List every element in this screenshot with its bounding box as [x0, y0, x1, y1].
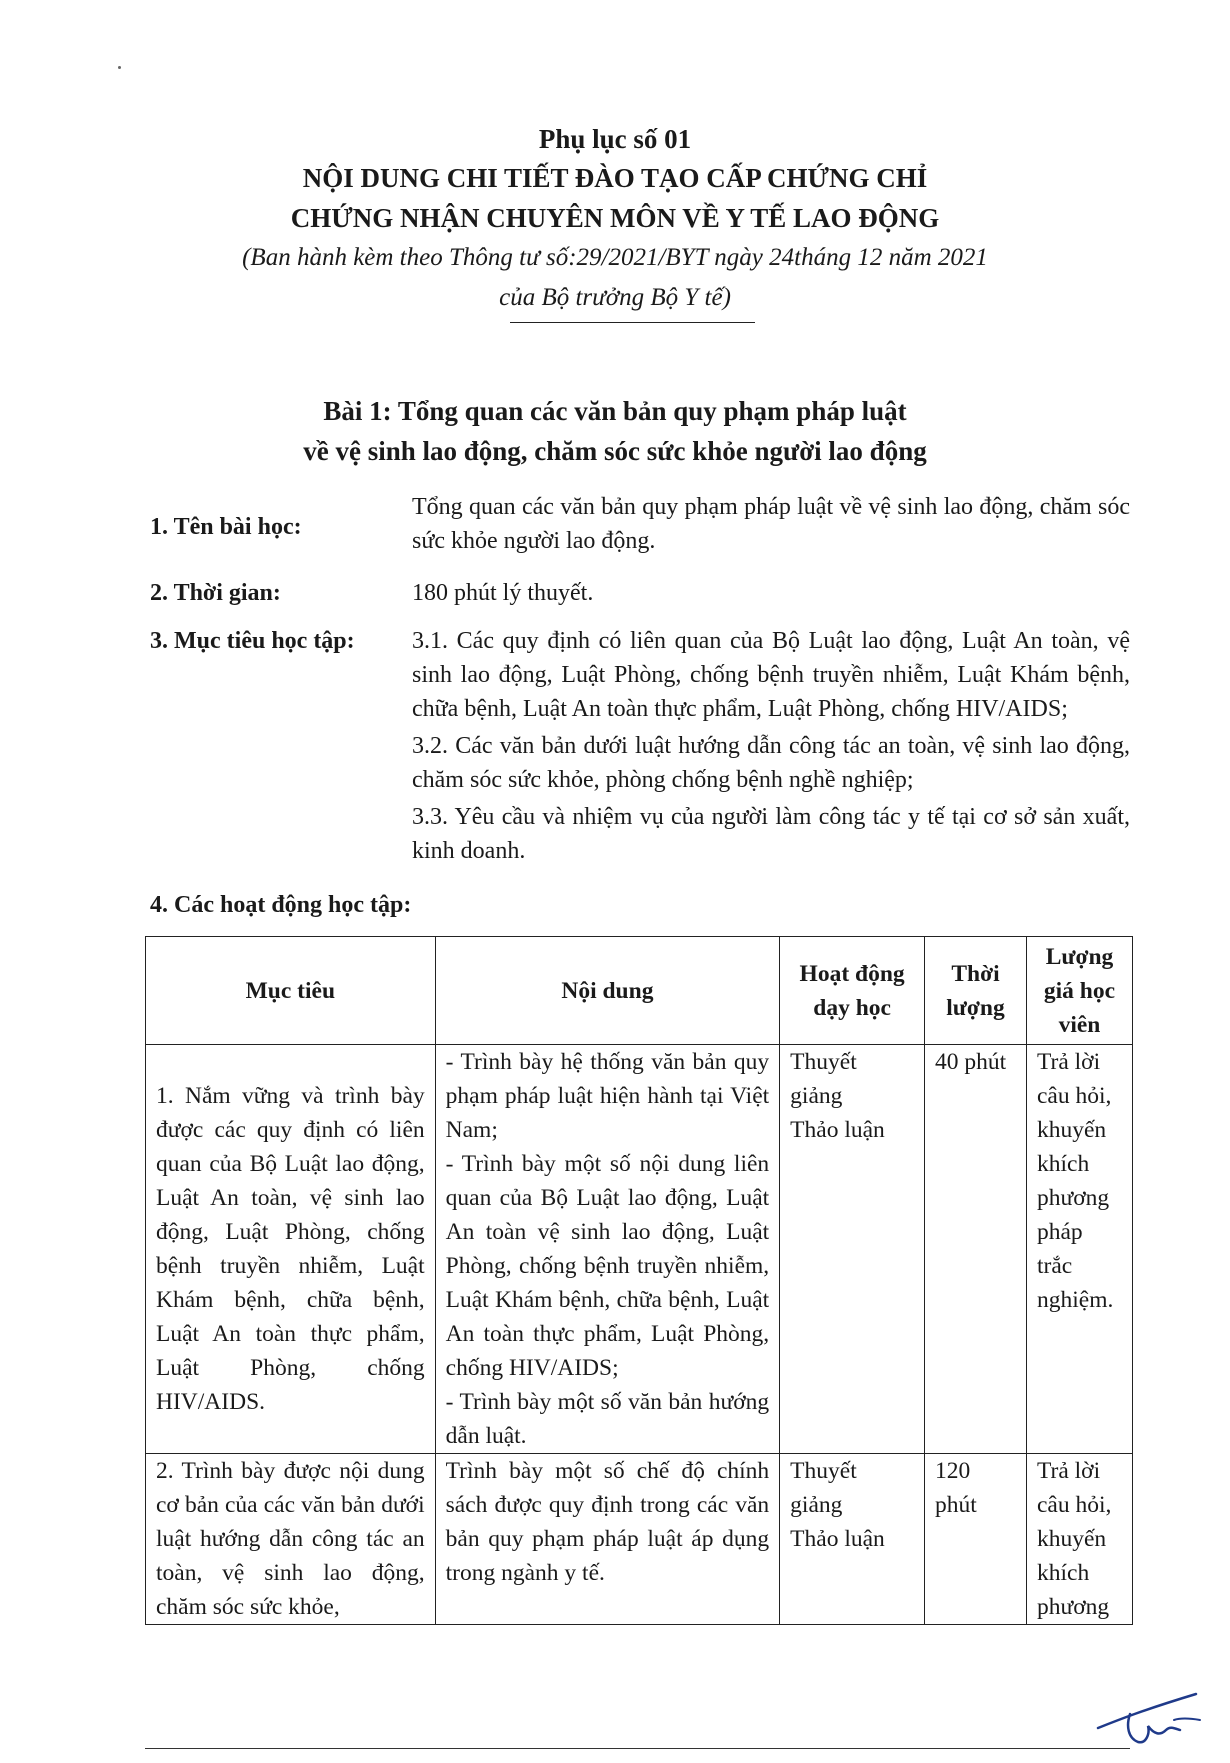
row-evaluation: Trả lời câu hỏi, khuyến khích phương pháp trắc nghiệm.	[1026, 1045, 1132, 1454]
activity-item: Thuyết giảng	[790, 1458, 857, 1518]
header-activity-line: Hoạt động	[799, 960, 905, 987]
page-bottom-rule	[145, 1748, 1130, 1749]
title-underline	[510, 322, 755, 323]
objective-item: 3.1. Các quy định có liên quan của Bộ Luật lao động, Luật An toàn, vệ sinh lao động, Luật Phòng, chống bệnh truyền nhiễm, Luật Khám bệnh, chữa bệnh, Luật An toàn thực phẩm, Luật Phòng, chống HIV/AIDS;	[412, 628, 1130, 722]
content-item: - Trình bày hệ thống văn bản quy phạm pháp luật hiện hành tại Việt Nam;	[445, 1049, 770, 1143]
issuance-note-line-1: (Ban hành kèm theo Thông tư số:29/2021/BYT ngày 24tháng 12 năm 2021	[242, 244, 988, 271]
objectives-list	[412, 624, 1130, 871]
table-row	[146, 1045, 1133, 1454]
activities-label: 4. Các hoạt động học tập:	[150, 892, 412, 918]
header-duration-line: Thời	[951, 960, 1000, 987]
activity-item: Thảo luận	[790, 1117, 885, 1143]
row-content	[435, 1045, 780, 1454]
objectives-label: 3. Mục tiêu học tập:	[150, 628, 355, 654]
lesson-name-row	[150, 490, 1130, 562]
objective-item: 3.3. Yêu cầu và nhiệm vụ của người làm công tác y tế tại cơ sở sản xuất, kinh doanh.	[412, 804, 1130, 864]
duration-row	[150, 576, 1130, 612]
lesson-title-line-2: về vệ sinh lao động, chăm sóc sức khỏe người lao động	[303, 436, 927, 466]
table-row	[146, 1454, 1133, 1625]
row-objective: 2. Trình bày được nội dung cơ bản của các văn bản dưới luật hướng dẫn công tác an toàn, vệ sinh lao động, chăm sóc sức khỏe,	[146, 1454, 436, 1625]
learning-activities-table	[145, 936, 1133, 1625]
objective-item: 3.2. Các văn bản dưới luật hướng dẫn công tác an toàn, vệ sinh lao động, chăm sóc sức khỏe, phòng chống bệnh nghề nghiệp;	[412, 733, 1130, 793]
row-activity	[780, 1454, 925, 1625]
table-header-row	[146, 937, 1133, 1045]
appendix-number: Phụ lục số 01	[538, 124, 692, 154]
initials-signature	[1088, 1680, 1208, 1750]
scan-speck	[118, 66, 121, 69]
row-evaluation: Trả lời câu hỏi, khuyến khích phương	[1026, 1454, 1132, 1625]
header-duration	[925, 937, 1027, 1045]
lesson-title-line-1: Bài 1: Tổng quan các văn bản quy phạm pháp luật	[323, 396, 907, 426]
header-evaluation-line: viên	[1058, 1011, 1101, 1038]
row-activity	[780, 1045, 925, 1454]
header-evaluation	[1026, 937, 1132, 1045]
header-activity-line: dạy học	[813, 994, 891, 1021]
row-objective: 1. Nắm vững và trình bày được các quy định có liên quan của Bộ Luật lao động, Luật An toàn, vệ sinh lao động, Luật Phòng, chống bệnh truyền nhiễm, Luật Khám bệnh, chữa bệnh, Luật An toàn thực phẩm, Luật Phòng, chống HIV/AIDS.	[146, 1045, 436, 1454]
issuance-note-line-2: của Bộ trưởng Bộ Y tế)	[499, 284, 731, 311]
activity-item: Thuyết giảng	[790, 1049, 857, 1109]
document-title-line-1: NỘI DUNG CHI TIẾT ĐÀO TẠO CẤP CHỨNG CHỈ	[302, 163, 928, 193]
duration-label: 2. Thời gian:	[150, 580, 281, 606]
header-activity	[780, 937, 925, 1045]
header-duration-line: lượng	[946, 994, 1005, 1021]
document-title-line-2: CHỨNG NHẬN CHUYÊN MÔN VỀ Y TẾ LAO ĐỘNG	[290, 203, 940, 233]
row-duration: 40 phút	[925, 1045, 1027, 1454]
activity-item: Thảo luận	[790, 1526, 885, 1552]
lesson-name-label: 1. Tên bài học:	[150, 514, 302, 540]
header-evaluation-line: giá học	[1043, 977, 1116, 1004]
content-item: - Trình bày một số nội dung liên quan của Bộ Luật lao động, Luật An toàn vệ sinh lao động, Luật Phòng, chống bệnh truyền nhiễm, Luật Khám bệnh, chữa bệnh, Luật An toàn thực phẩm, Luật Phòng, chống HIV/AIDS;	[445, 1151, 770, 1381]
row-content: Trình bày một số chế độ chính sách được quy định trong các văn bản quy phạm pháp luật áp dụng trong ngành y tế.	[435, 1454, 780, 1625]
header-evaluation-line: Lượng	[1045, 943, 1114, 970]
header-content: Nội dung	[435, 937, 780, 1045]
header-objective: Mục tiêu	[146, 937, 436, 1045]
objectives-row	[150, 624, 1130, 884]
activities-row	[150, 888, 1130, 924]
row-duration: 120 phút	[925, 1454, 1027, 1625]
content-item: - Trình bày một số văn bản hướng dẫn luật.	[445, 1389, 770, 1449]
duration-value: 180 phút lý thuyết.	[412, 580, 594, 606]
lesson-name-value: Tổng quan các văn bản quy phạm pháp luật về vệ sinh lao động, chăm sóc sức khỏe người lao động.	[412, 494, 1130, 554]
